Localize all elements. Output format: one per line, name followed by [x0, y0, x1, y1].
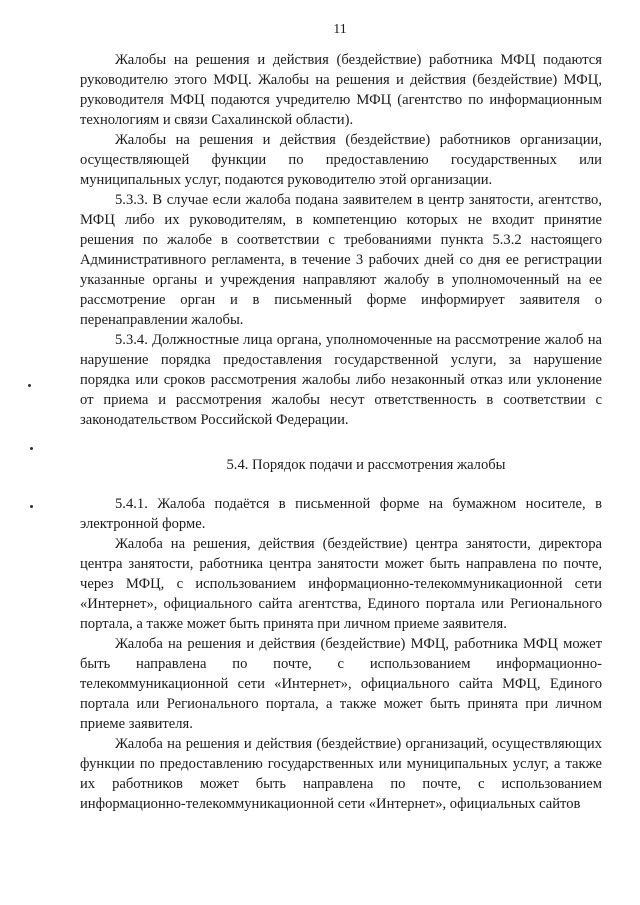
paragraph: 5.3.3. В случае если жалоба подана заявителем в центр занятости, агентство, МФЦ либо их руководителям, в компетенцию которых не входит принятие решения по жалобе в соответствии с требованиями пункта 5.3.2 настоящего Административного регламента, в течение 3 рабочих дней со дня ее регистрации указанные органы и учреждения направляют жалобу в уполномоченный на ее рассмотрение орган и в письменный форме информирует заявителя о перенаправлении жалобы. [80, 192, 602, 328]
paragraph: Жалоба на решения и действия (бездействие) МФЦ, работника МФЦ может быть направлена по почте, с использованием информационно-телекоммуникационной сети «Интернет», официального сайта МФЦ, Единого портала или Регионального портала, а также может быть принята при личном приеме заявителя. [80, 636, 602, 732]
paragraph: Жалоба на решения и действия (бездействие) организаций, осуществляющих функции по предоставлению государственных или муниципальных услуг, а также их работников может быть направлена по почте, с использованием информационно-телекоммуникационной сети «Интернет», официальных сайтов [80, 736, 602, 812]
section-heading: 5.4. Порядок подачи и рассмотрения жалобы [226, 457, 506, 473]
scan-speck [28, 384, 31, 387]
paragraph: Жалобы на решения и действия (бездействие) работников организации, осуществляющей функции по предоставлению государственных или муниципальных услуг, подаются руководителю этой организации. [80, 132, 602, 188]
page-number: 11 [333, 22, 347, 37]
paragraph: 5.3.4. Должностные лица органа, уполномоченные на рассмотрение жалоб на нарушение порядка предоставления государственной услуги, за нарушение порядка или сроков рассмотрения жалобы либо незаконный отказ или уклонение от приема и рассмотрения жалобы несут ответственность в соответствии с законодательством Российской Федерации. [80, 332, 602, 428]
text-block-top [80, 50, 602, 430]
scan-speck [30, 505, 33, 508]
text-block-bottom [80, 494, 602, 814]
paragraph: Жалоба на решения, действия (бездействие) центра занятости, директора центра занятости, работника центра занятости может быть направлена по почте, через МФЦ, с использованием информационно-телекоммуникационной сети «Интернет», официального сайта агентства, Единого портала или Регионального портала, а также может быть принята при личном приеме заявителя. [80, 536, 602, 632]
scan-speck [30, 447, 33, 450]
paragraph: 5.4.1. Жалоба подаётся в письменной форме на бумажном носителе, в электронной форме. [80, 496, 602, 532]
paragraph: Жалобы на решения и действия (бездействие) работника МФЦ подаются руководителю этого МФЦ. Жалобы на решения и действия (бездействие) МФЦ, руководителя МФЦ подаются учредителю МФЦ (агентство по информационным технологиям и связи Сахалинской области). [80, 52, 602, 128]
